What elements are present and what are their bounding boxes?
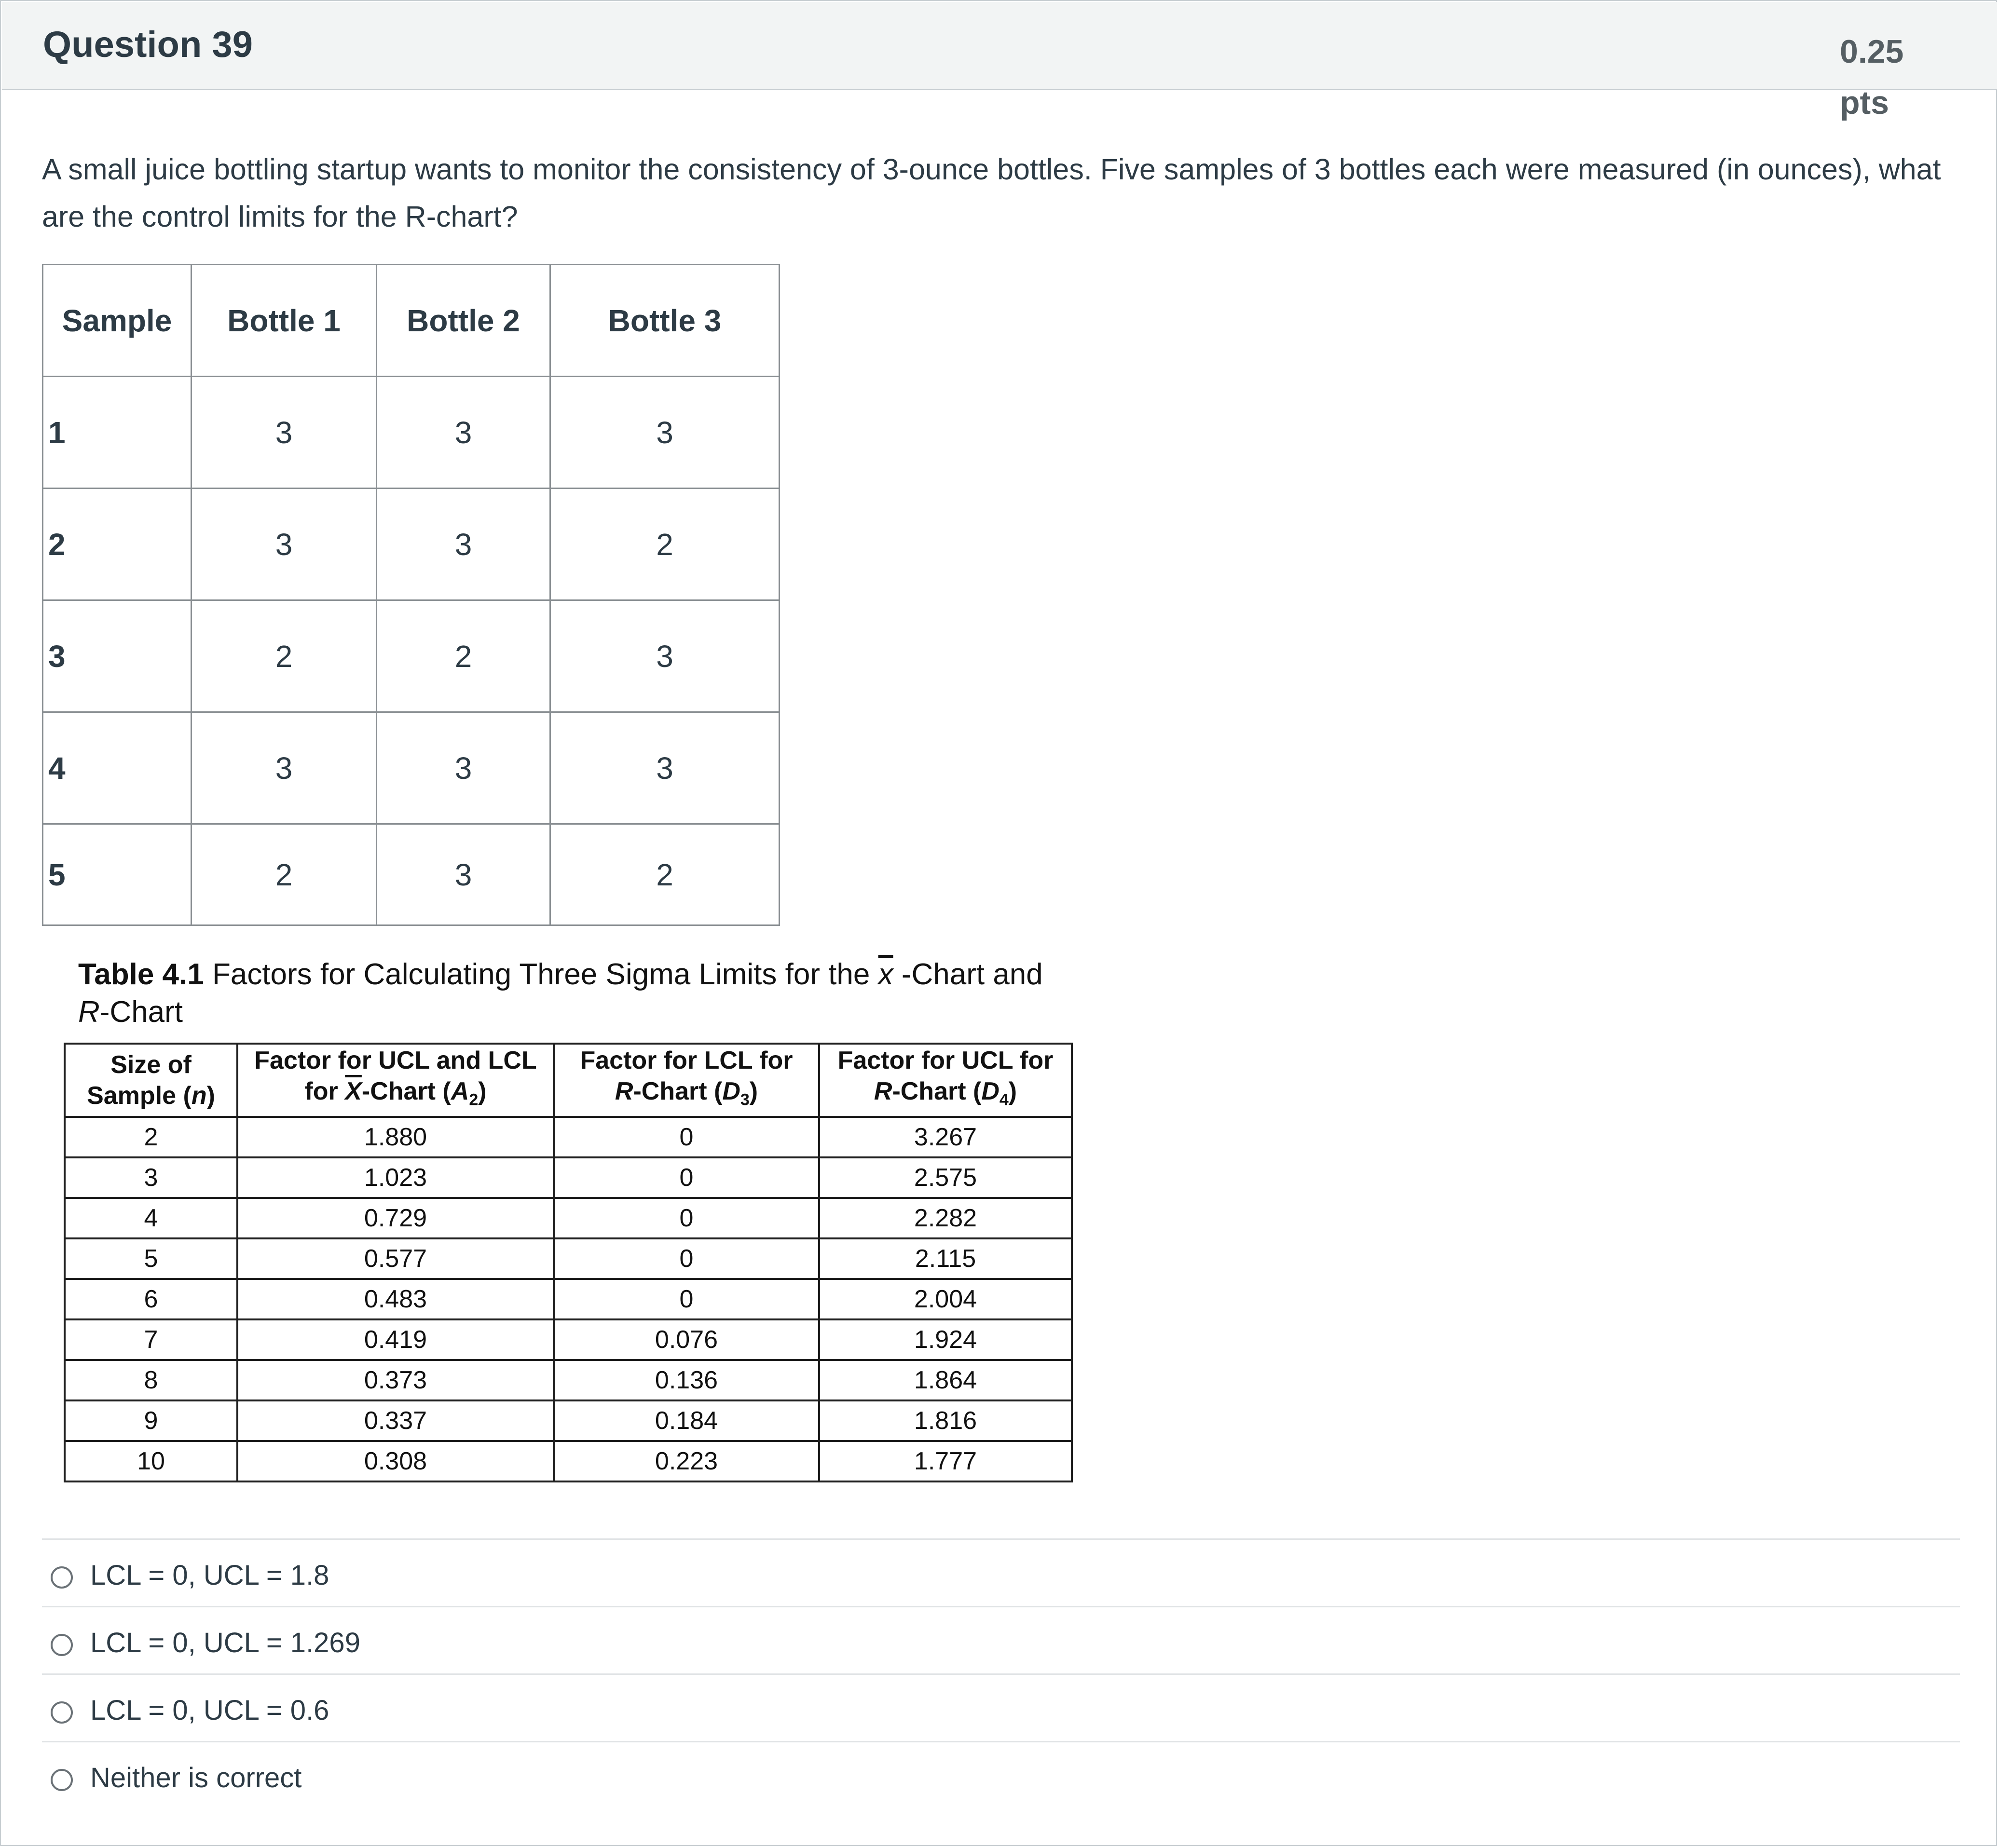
factor-table [64,1043,1073,1482]
bottle-cell: 3 [550,712,780,824]
bottle-cell: 3 [192,377,377,489]
d3-header-chart: -Chart ( [633,1077,723,1106]
table-row [65,1360,1072,1400]
size-header-line2: Sample ( [87,1082,192,1110]
a2-header-sub: 2 [469,1090,479,1109]
a2-cell: 0.337 [237,1400,554,1441]
caption-end: -Chart [99,995,183,1029]
bottle-cell: 2 [550,489,780,600]
caption-text-2: -Chart and [893,958,1043,991]
d3-cell: 0 [554,1279,819,1319]
d3-cell: 0 [554,1198,819,1238]
table-row [43,489,780,600]
d3-cell: 0.076 [554,1319,819,1360]
d4-cell: 1.864 [819,1360,1072,1400]
question-title: Question 39 [43,24,253,65]
bottle-cell: 3 [377,489,550,600]
sample-table-header-row [43,265,780,377]
radio-button[interactable] [51,1769,73,1791]
table-row [43,712,780,824]
a2-cell: 0.419 [237,1319,554,1360]
caption-r: R [78,995,100,1029]
table-row [65,1157,1072,1198]
bottle-cell: 3 [377,712,550,824]
radio-button[interactable] [51,1566,73,1589]
answer-label[interactable]: Neither is correct [90,1762,302,1794]
a2-cell: 1.880 [237,1117,554,1157]
bottle-cell: 3 [550,600,780,712]
d4-header-chart: -Chart ( [892,1077,982,1106]
d3-header-r: R [615,1077,633,1106]
size-header [65,1044,237,1117]
d4-cell: 1.816 [819,1400,1072,1441]
d4-cell: 2.575 [819,1157,1072,1198]
d4-cell: 2.004 [819,1279,1072,1319]
d4-cell: 1.777 [819,1441,1072,1481]
table-row [65,1238,1072,1279]
table-row [65,1279,1072,1319]
caption-table-number: Table 4.1 [78,958,204,991]
d4-cell: 2.115 [819,1238,1072,1279]
d3-header-d: D [722,1077,740,1106]
table-row [65,1117,1072,1157]
table-row [65,1319,1072,1360]
d3-header-sub: 3 [740,1090,750,1109]
d4-header-d: D [981,1077,1000,1106]
table-row [43,600,780,712]
table-row [65,1400,1072,1441]
a2-header-line1: Factor for UCL and LCL [254,1046,537,1075]
bottle-cell: 2 [192,600,377,712]
sample-cell: 2 [43,489,192,600]
answer-option-3[interactable] [42,1673,1960,1741]
n-cell: 3 [65,1157,237,1198]
radio-button[interactable] [51,1634,73,1656]
a2-header-xbar: $\overline{X}$ [345,1077,362,1106]
table-row [43,377,780,489]
sample-header: Sample [43,265,192,377]
bottle-cell: 3 [192,489,377,600]
n-cell: 10 [65,1441,237,1481]
bottle-cell: 3 [192,712,377,824]
factor-table-header-row [65,1044,1072,1117]
d4-header-sub: 4 [999,1090,1009,1109]
answer-label[interactable]: LCL = 0, UCL = 1.8 [90,1560,329,1591]
question-header [2,2,1997,121]
sample-cell: 5 [43,824,192,925]
sample-cell: 1 [43,377,192,489]
d4-cell: 2.282 [819,1198,1072,1238]
d4-cell: 1.924 [819,1319,1072,1360]
a2-cell: 0.729 [237,1198,554,1238]
bottle-cell: 2 [377,600,550,712]
bottle2-header: Bottle 2 [377,265,550,377]
n-cell: 2 [65,1117,237,1157]
d4-header: Factor for UCL for R-Chart $(D_4)$ [819,1044,1072,1117]
question-prompt: A small juice bottling startup wants to monitor the consistency of 3-ounce bottles. Five samples of 3 bottles each were measured (in ounces), what are the control limits for the R-chart? [42,153,1941,233]
a2-cell: 0.483 [237,1279,554,1319]
a2-header-for: for [304,1077,345,1106]
bottle1-header: Bottle 1 [192,265,377,377]
answer-option-4[interactable] [42,1741,1960,1808]
sample-cell: 4 [43,712,192,824]
bottle-cell: 2 [192,824,377,925]
a2-cell: 0.577 [237,1238,554,1279]
d3-cell: 0 [554,1117,819,1157]
answer-option-2[interactable] [42,1606,1960,1673]
n-cell: 4 [65,1198,237,1238]
a2-header-a: A [451,1077,469,1106]
sample-table [42,264,780,926]
d3-header-line1: Factor for LCL for [580,1046,793,1075]
table-row [65,1198,1072,1238]
a2-cell: 0.308 [237,1441,554,1481]
question-points: 0.25 pts [1840,33,1904,121]
d4-header-line1: Factor for UCL for [837,1046,1054,1075]
d3-cell: 0 [554,1238,819,1279]
answer-label[interactable]: LCL = 0, UCL = 0.6 [90,1695,329,1726]
n-cell: 9 [65,1400,237,1441]
a2-header-chart: -Chart ( [361,1077,451,1106]
a2-cell: 0.373 [237,1360,554,1400]
size-header-n: n [191,1082,207,1110]
answer-list [42,1538,1960,1808]
d3-cell: 0 [554,1157,819,1198]
d3-header: Factor for LCL for R-Chart $(D_3)$ [554,1044,819,1117]
d3-cell: 0.223 [554,1441,819,1481]
d4-header-r: R [874,1077,892,1106]
d3-cell: 0.184 [554,1400,819,1441]
caption-text: Factors for Calculating Three Sigma Limits for the [204,958,878,991]
bottle-cell: 3 [377,824,550,925]
d4-cell: 3.267 [819,1117,1072,1157]
a2-cell: 1.023 [237,1157,554,1198]
caption-x-bar: $\overline{x}$ [878,958,893,991]
factor-table-caption [78,956,1072,1031]
sample-cell: 3 [43,600,192,712]
answer-option-1[interactable] [42,1538,1960,1606]
n-cell: 5 [65,1238,237,1279]
answer-label[interactable]: LCL = 0, UCL = 1.269 [90,1627,360,1658]
n-cell: 8 [65,1360,237,1400]
size-header-line1: Size of [110,1051,192,1079]
size-header-close: ) [206,1082,215,1110]
d3-cell: 0.136 [554,1360,819,1400]
radio-button[interactable] [51,1701,73,1724]
bottle-cell: 2 [550,824,780,925]
table-row [65,1441,1072,1481]
n-cell: 7 [65,1319,237,1360]
bottle-cell: 3 [377,377,550,489]
bottle-cell: 3 [550,377,780,489]
bottle3-header: Bottle 3 [550,265,780,377]
a2-header: Factor for UCL and LCL for $\overline{X}$-Chart $(A_2)$ [237,1044,554,1117]
n-cell: 6 [65,1279,237,1319]
table-row [43,824,780,925]
